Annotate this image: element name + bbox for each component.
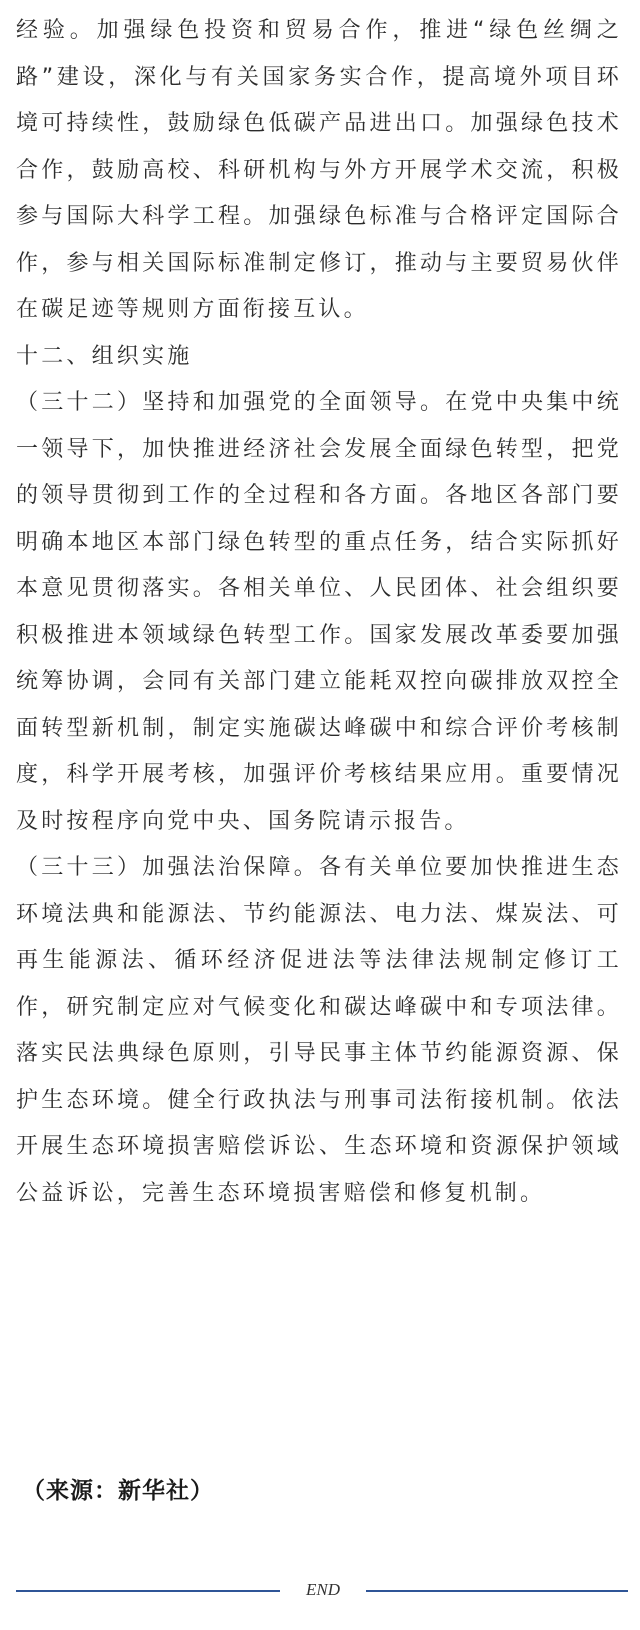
paragraph-rule-of-law: （三十三）加强法治保障。各有关单位要加快推进生态环境法典和能源法、节约能源法、电力法、煤炭法、可再生能源法、循环经济促进法等法律法规制定修订工作，研究制定应对气候变化和碳达峰碳中和专项法律。落实民法典绿色原则，引导民事主体节约能源资源、保护生态环境。健全行政执法与刑事司法衔接机制。依法开展生态环境损害赔偿诉讼、生态环境和资源保护领域公益诉讼，完善生态环境损害赔偿和修复机制。: [16, 855, 622, 1206]
paragraph-green-cooperation: 经验。加强绿色投资和贸易合作，推进“绿色丝绸之路”建设，深化与有关国家务实合作，提高境外项目环境可持续性，鼓励绿色低碳产品进出口。加强绿色技术合作，鼓励高校、科研机构与外方开展学术交流，积极参与国际大科学工程。加强绿色标准与合格评定国际合作，参与相关国际标准制定修订，推动与主要贸易伙伴在碳足迹等规则方面衔接互认。: [16, 18, 622, 322]
paragraph-party-leadership: （三十二）坚持和加强党的全面领导。在党中央集中统一领导下，加快推进经济社会发展全面绿色转型，把党的领导贯彻到工作的全过程和各方面。各地区各部门要明确本地区本部门绿色转型的重点任务，结合实际抓好本意见贯彻落实。各相关单位、人民团体、社会组织要积极推进本领域绿色转型工作。国家发展改革委要加强统筹协调，会同有关部门建立能耗双控向碳排放双控全面转型新机制，制定实施碳达峰碳中和综合评价考核制度，科学开展考核，加强评价考核结果应用。重要情况及时按程序向党中央、国务院请示报告。: [16, 390, 622, 834]
article-body: [16, 8, 622, 1217]
end-divider: [16, 1580, 628, 1600]
end-divider-right-line: [366, 1590, 628, 1592]
section-heading-organization: 十二、组织实施: [16, 343, 193, 369]
end-label: END: [306, 1580, 340, 1599]
end-divider-left-line: [16, 1590, 280, 1592]
source-credit: （来源：新华社）: [22, 1478, 214, 1504]
